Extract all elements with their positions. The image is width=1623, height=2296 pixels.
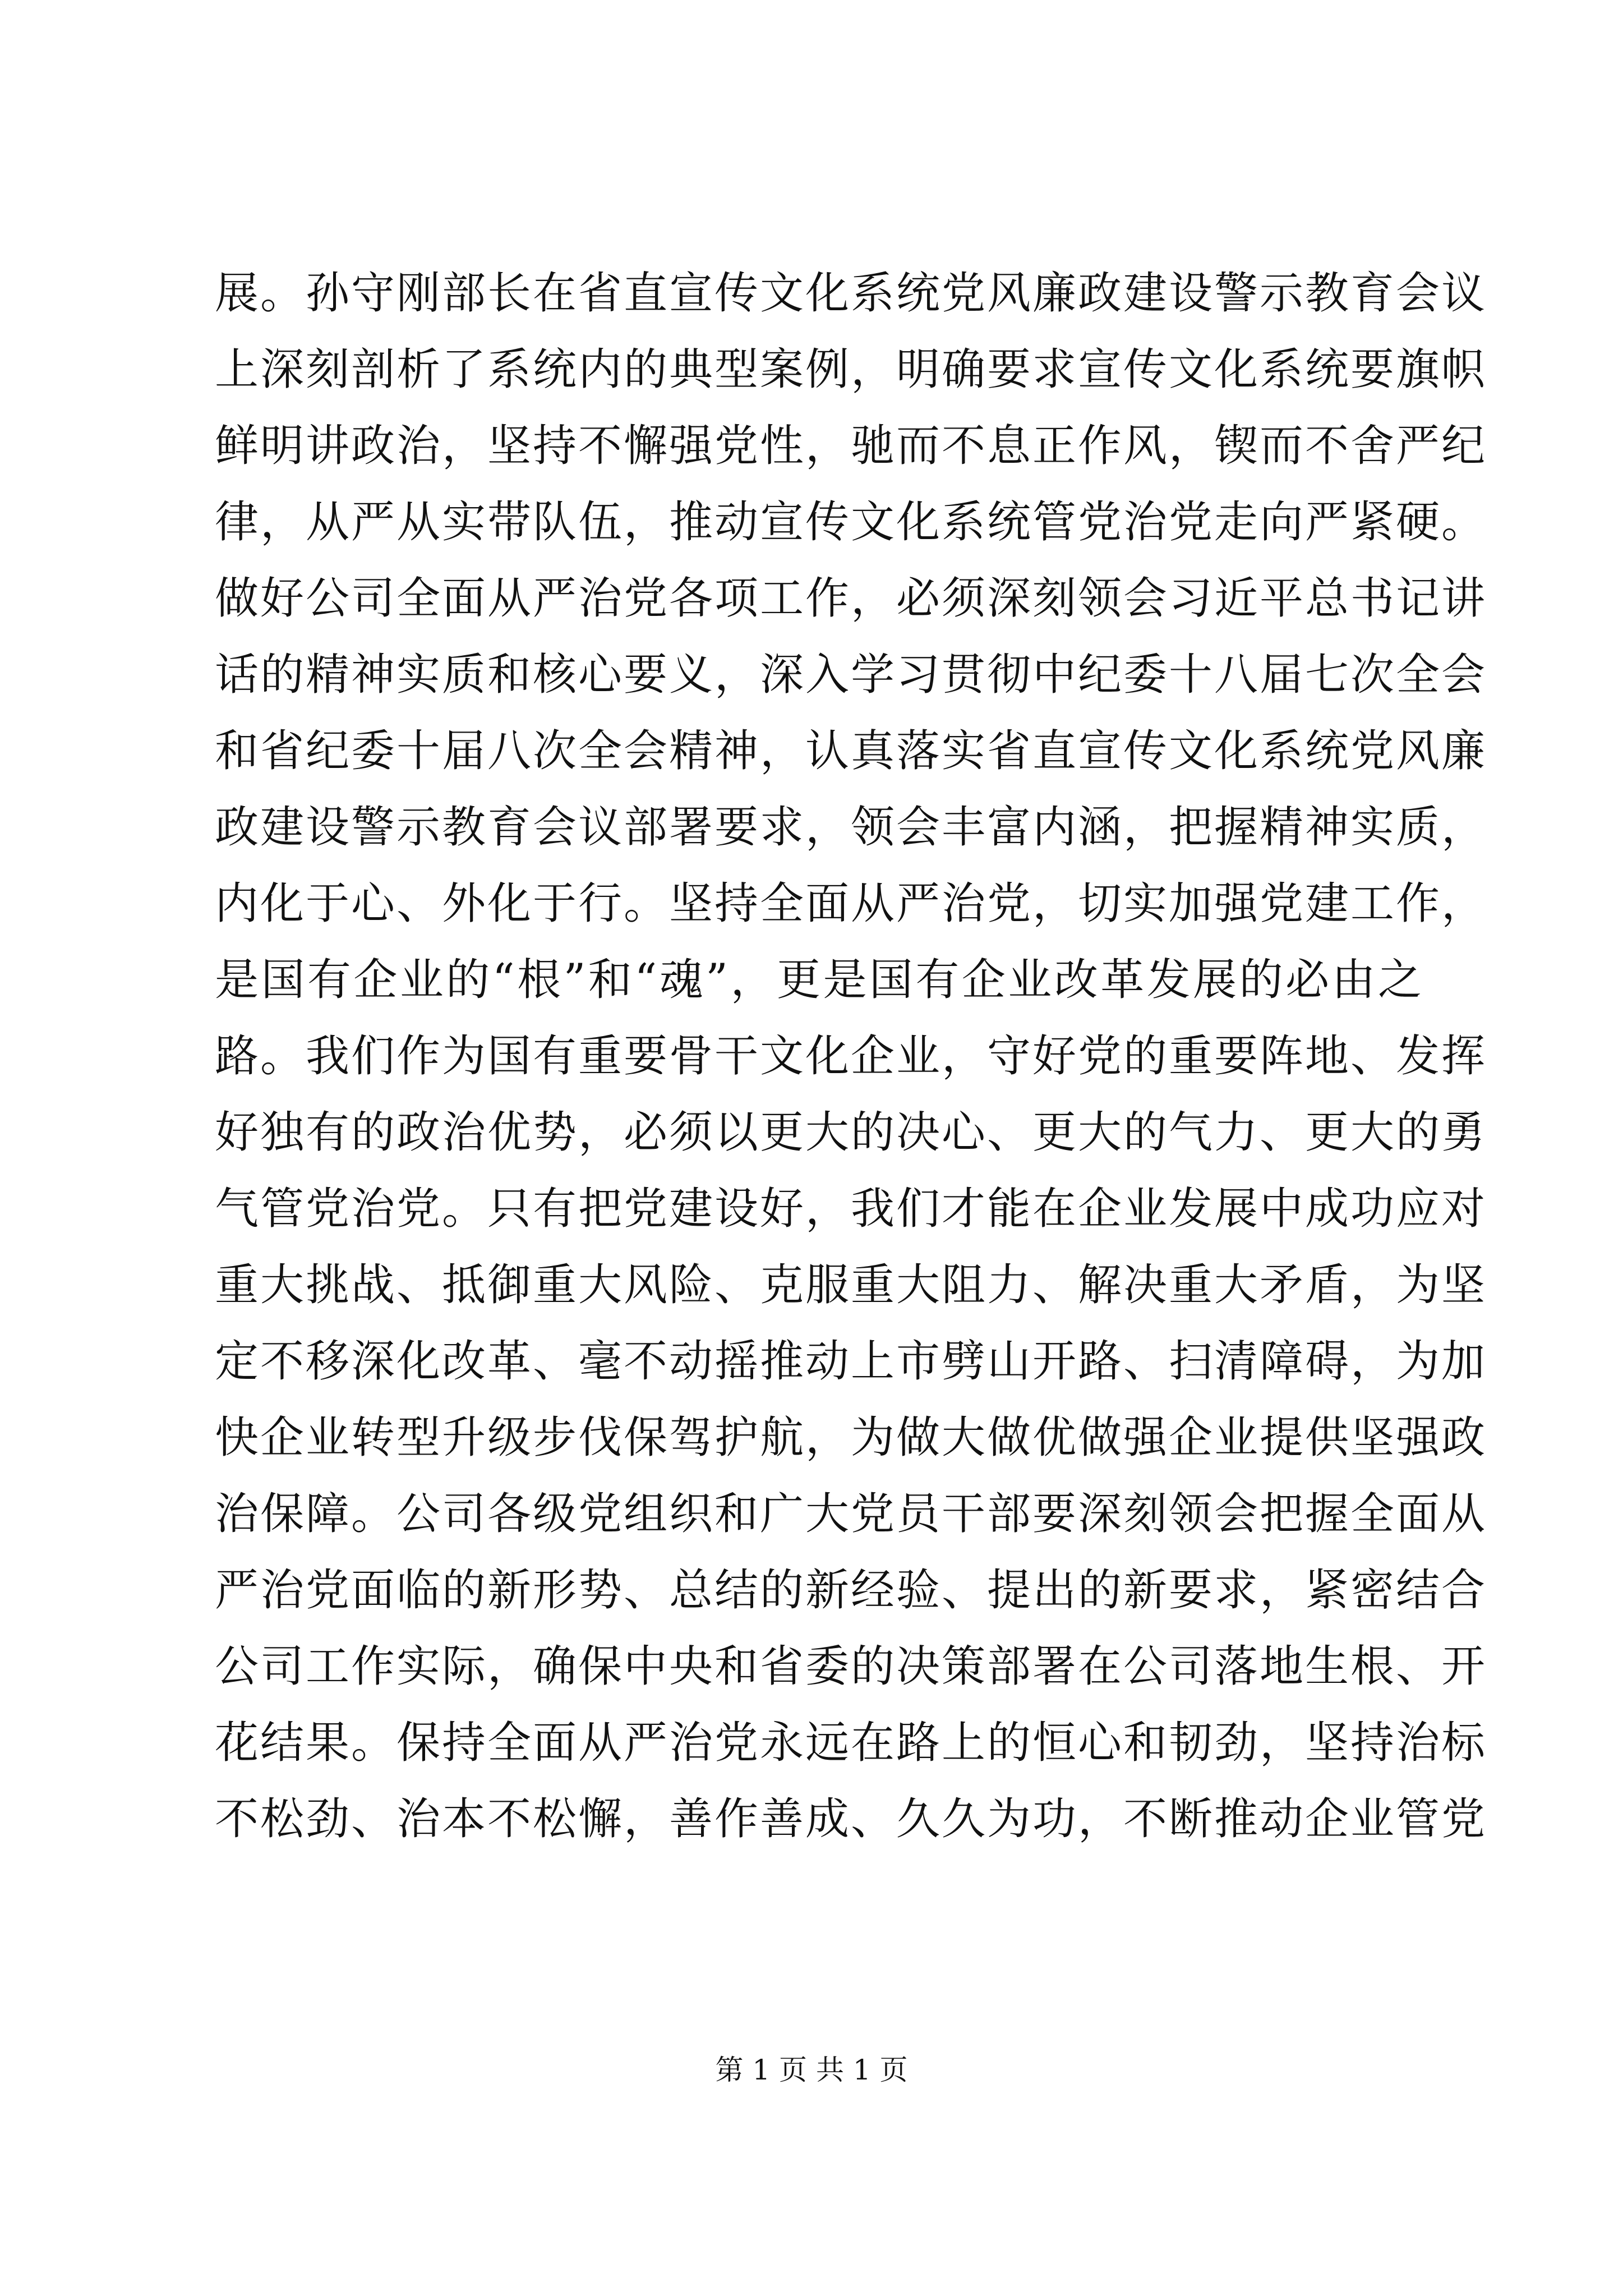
text-line: 是国有企业的“根”和“魂”，更是国有企业改革发展的必由之 — [215, 955, 1423, 1005]
text-line: 快企业转型升级步伐保驾护航，为做大做优做强企业提供坚强政 — [215, 1412, 1487, 1463]
text-line: 严治党面临的新形势、总结的新经验、提出的新要求，紧密结合 — [215, 1565, 1487, 1616]
text-line: 和省纪委十届八次全会精神，认真落实省直宣传文化系统党风廉 — [215, 726, 1487, 776]
text-line: 重大挑战、抵御重大风险、克服重大阻力、解决重大矛盾，为坚 — [215, 1260, 1487, 1310]
text-line: 不松劲、治本不松懈，善作善成、久久为功，不断推动企业管党 — [215, 1794, 1487, 1844]
text-line: 鲜明讲政治，坚持不懈强党性，驰而不息正作风，锲而不舍严纪 — [215, 421, 1487, 471]
text-line: 公司工作实际，确保中央和省委的决策部署在公司落地生根、开 — [215, 1641, 1487, 1692]
text-line: 上深刻剖析了系统内的典型案例，明确要求宣传文化系统要旗帜 — [215, 344, 1487, 395]
text-line: 治保障。公司各级党组织和广大党员干部要深刻领会把握全面从 — [215, 1489, 1487, 1539]
text-line: 政建设警示教育会议部署要求，领会丰富内涵，把握精神实质， — [215, 802, 1487, 853]
text-line: 路。我们作为国有重要骨干文化企业，守好党的重要阵地、发挥 — [215, 1031, 1487, 1082]
page-number-label: 第 1 页 共 1 页 — [715, 2054, 908, 2086]
text-line: 好独有的政治优势，必须以更大的决心、更大的气力、更大的勇 — [215, 1107, 1487, 1158]
body-text — [215, 255, 1487, 1857]
text-line: 话的精神实质和核心要义，深入学习贯彻中纪委十八届七次全会 — [215, 650, 1487, 700]
text-line: 律，从严从实带队伍，推动宣传文化系统管党治党走向严紧硬。 — [215, 497, 1487, 547]
text-line: 展。孙守刚部长在省直宣传文化系统党风廉政建设警示教育会议 — [215, 268, 1487, 319]
text-line: 内化于心、外化于行。坚持全面从严治党，切实加强党建工作， — [215, 878, 1487, 929]
text-line: 气管党治党。只有把党建设好，我们才能在企业发展中成功应对 — [215, 1184, 1487, 1234]
text-line: 做好公司全面从严治党各项工作，必须深刻领会习近平总书记讲 — [215, 573, 1487, 624]
text-line: 花结果。保持全面从严治党永远在路上的恒心和韧劲，坚持治标 — [215, 1718, 1487, 1768]
text-line: 定不移深化改革、毫不动摇推动上市劈山开路、扫清障碍，为加 — [215, 1336, 1487, 1387]
page-number-footer — [0, 2050, 1623, 2090]
